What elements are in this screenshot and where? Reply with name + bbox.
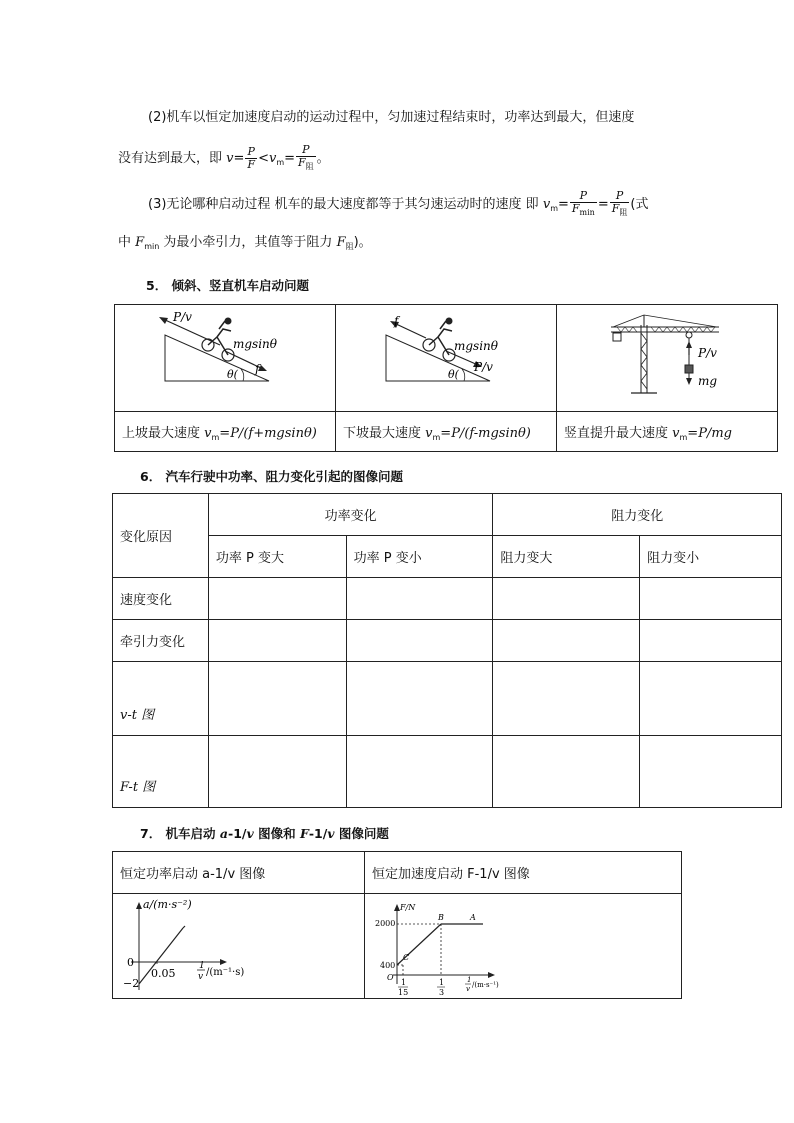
empty-cell <box>346 662 493 736</box>
var-v: v <box>204 425 212 441</box>
caption-formula: =P/mg <box>687 425 732 441</box>
caption-text: 上坡最大速度 <box>122 425 205 441</box>
label-f: f <box>394 314 399 328</box>
caption-text: 下坡最大速度 <box>343 425 426 441</box>
paragraph-3-line-2 <box>118 234 372 256</box>
label-theta: θ( <box>227 368 238 381</box>
period: 。 <box>316 151 330 166</box>
row-label-traction: 牵引力变化 <box>113 620 209 662</box>
heading-var-v: v <box>246 826 254 841</box>
label-y-axis: a/(m·s⁻²) <box>143 898 192 911</box>
label-neg2: −2 <box>123 977 140 990</box>
table-row <box>113 578 782 620</box>
row-label-ft <box>113 736 209 808</box>
section-6-heading: 6． 汽车行驶中功率、阻力变化引起的图像问题 <box>140 469 404 484</box>
sub-resist: 阻 <box>345 242 354 251</box>
graph-a-inv-v <box>113 894 364 998</box>
empty-cell <box>208 736 346 808</box>
downhill-diagram <box>336 305 556 411</box>
frac-den-f: F <box>611 202 620 215</box>
heading-var-v: v <box>327 826 335 841</box>
label-theta: θ( <box>448 368 459 381</box>
sub-m: m <box>432 432 441 442</box>
paragraph-2-text: (2)机车以恒定加速度启动的运动过程中，匀加速过程结束时，功率达到最大，但速度 <box>148 110 635 125</box>
sub-m: m <box>550 204 558 213</box>
var-v: v <box>226 151 234 166</box>
row-label-speed: 速度变化 <box>113 578 209 620</box>
header-power-change: 功率变化 <box>208 494 493 536</box>
row-label-ft-text: F-t 图 <box>120 780 156 795</box>
frac-num: P <box>302 143 310 156</box>
frac-den <box>610 202 630 219</box>
x1-num: 1 <box>401 978 407 987</box>
frac-num: P <box>615 189 624 202</box>
empty-cell <box>640 736 782 808</box>
uphill-diagram <box>115 305 335 411</box>
table-row <box>113 620 782 662</box>
label-x-tick: 0.05 <box>151 967 176 980</box>
xfrac-den: v <box>466 985 470 993</box>
var-v: v <box>672 425 680 441</box>
equals-sign-2: = <box>597 197 609 212</box>
label-origin: O <box>387 973 394 982</box>
var-v: v <box>425 425 433 441</box>
label-point-c: C <box>403 953 410 962</box>
figure-crane-cell <box>557 305 778 412</box>
fraction-p-over-f-resist <box>610 190 630 219</box>
equals-sign-2: = <box>284 151 296 166</box>
empty-cell <box>346 620 493 662</box>
frac-den: F <box>247 158 256 171</box>
xfrac-num: 1 <box>467 976 472 984</box>
fraction-p-over-f-resist <box>296 144 316 173</box>
equals-sign: = <box>557 197 569 212</box>
var-vm: v <box>542 197 551 212</box>
label-y-axis: F/N <box>400 903 416 912</box>
empty-cell <box>208 662 346 736</box>
label-pv: P/v <box>698 346 717 360</box>
paragraph-3-line-1 <box>148 190 648 219</box>
frac-den-sub: 阻 <box>305 162 314 171</box>
label-mg: mg <box>698 374 718 388</box>
sub-min: min <box>144 242 160 251</box>
table-row <box>113 662 782 736</box>
xfrac-num: 1 <box>199 961 205 971</box>
frac-den-f: F <box>571 202 580 215</box>
sub-m: m <box>276 158 285 167</box>
label-2000: 2000 <box>375 919 396 928</box>
col-title-constant-power: 恒定功率启动 a-1/v 图像 <box>113 852 365 894</box>
heading-text: -1/ <box>308 826 328 841</box>
caption-uphill <box>115 412 336 452</box>
header-cause: 变化原因 <box>113 494 209 578</box>
subheader-power-up: 功率 P 变大 <box>208 536 346 578</box>
figure-downhill-cell <box>336 305 557 412</box>
header-resistance-change: 阻力变化 <box>493 494 782 536</box>
label-mgsin: mgsinθ <box>233 337 278 351</box>
paragraph-2-text-2: 没有达到最大，即 <box>118 151 223 166</box>
caption-text: 竖直提升最大速度 <box>564 425 673 441</box>
frac-num: P <box>579 189 588 202</box>
empty-cell <box>208 578 346 620</box>
heading-text: 7． 机车启动 <box>140 826 220 841</box>
section-7-heading <box>140 824 389 842</box>
frac-den <box>570 202 597 219</box>
frac-den-sub: min <box>579 208 595 217</box>
col-title-constant-accel: 恒定加速度启动 F-1/v 图像 <box>365 852 682 894</box>
graph-f-inv-v-cell <box>365 894 682 999</box>
empty-cell <box>640 620 782 662</box>
empty-cell <box>493 736 640 808</box>
empty-cell <box>493 620 640 662</box>
label-mgsin: mgsinθ <box>454 339 499 353</box>
heading-var-f: F <box>299 826 309 841</box>
label-pv: P/v <box>173 310 192 324</box>
sub-m: m <box>679 432 688 442</box>
section-5-table <box>114 304 778 452</box>
empty-cell <box>640 578 782 620</box>
frac-num: P <box>247 145 255 158</box>
figure-uphill-cell <box>115 305 336 412</box>
label-x-axis: /(m⁻¹·s) <box>206 967 245 978</box>
heading-text: 图像问题 <box>334 826 389 841</box>
subheader-resistance-up: 阻力变大 <box>493 536 640 578</box>
x2-den: 3 <box>439 988 445 997</box>
label-x-axis: /(m·s⁻¹) <box>472 981 499 989</box>
empty-cell <box>640 662 782 736</box>
empty-cell <box>346 736 493 808</box>
section-6-table <box>112 493 782 808</box>
equals-sign: = <box>233 151 245 166</box>
fraction-p-over-fmin <box>570 190 597 219</box>
graph-a-inv-v-cell <box>113 894 365 999</box>
frac-den <box>296 156 316 173</box>
heading-var-a: a <box>219 826 229 841</box>
frac-den-f: F <box>298 156 306 169</box>
var-f-2: F <box>336 235 346 250</box>
caption-vertical <box>557 412 778 452</box>
caption-formula: =P/(f-mgsinθ) <box>440 425 531 441</box>
less-than: < <box>258 151 269 166</box>
label-point-a: A <box>470 913 476 922</box>
caption-downhill <box>336 412 557 452</box>
fraction-p-over-f <box>245 146 257 171</box>
row-label-vt-text: v-t 图 <box>120 708 155 723</box>
paragraph-2-line-1 <box>148 109 634 127</box>
table-row <box>113 736 782 808</box>
crane-diagram <box>557 305 777 411</box>
label-point-b: B <box>438 913 444 922</box>
xfrac-den: v <box>198 972 204 982</box>
heading-text: 图像和 <box>253 826 300 841</box>
paragraph-2-line-2 <box>118 144 330 173</box>
empty-cell <box>493 662 640 736</box>
caption-formula: =P/(f+mgsinθ) <box>219 425 317 441</box>
paragraph-3-text: (3)无论哪种启动过程 机车的最大速度都等于其匀速运动时的速度 即 <box>148 197 539 212</box>
empty-cell <box>346 578 493 620</box>
subheader-power-down: 功率 P 变小 <box>346 536 493 578</box>
label-f: f <box>255 362 260 376</box>
heading-text: -1/ <box>228 826 247 841</box>
sub-m: m <box>211 432 220 442</box>
text-zhong: 中 <box>118 235 132 250</box>
empty-cell <box>208 620 346 662</box>
paragraph-3-text-2: 为最小牵引力，其值等于阻力 <box>163 235 333 250</box>
var-vm: v <box>268 151 277 166</box>
empty-cell <box>493 578 640 620</box>
row-label-vt <box>113 662 209 736</box>
paren-close: )。 <box>353 235 372 250</box>
x1-den: 15 <box>398 988 409 997</box>
var-f: F <box>135 235 145 250</box>
label-400: 400 <box>380 961 396 970</box>
section-7-table <box>112 851 682 999</box>
graph-f-inv-v <box>365 894 681 998</box>
subheader-resistance-down: 阻力变小 <box>640 536 782 578</box>
paren-open: (式 <box>630 197 649 212</box>
section-5-heading: 5． 倾斜、竖直机车启动问题 <box>146 278 310 293</box>
frac-den-sub: 阻 <box>619 208 628 217</box>
x2-num: 1 <box>439 978 445 987</box>
label-pv: P/v <box>474 360 493 374</box>
label-zero: 0 <box>127 956 134 969</box>
